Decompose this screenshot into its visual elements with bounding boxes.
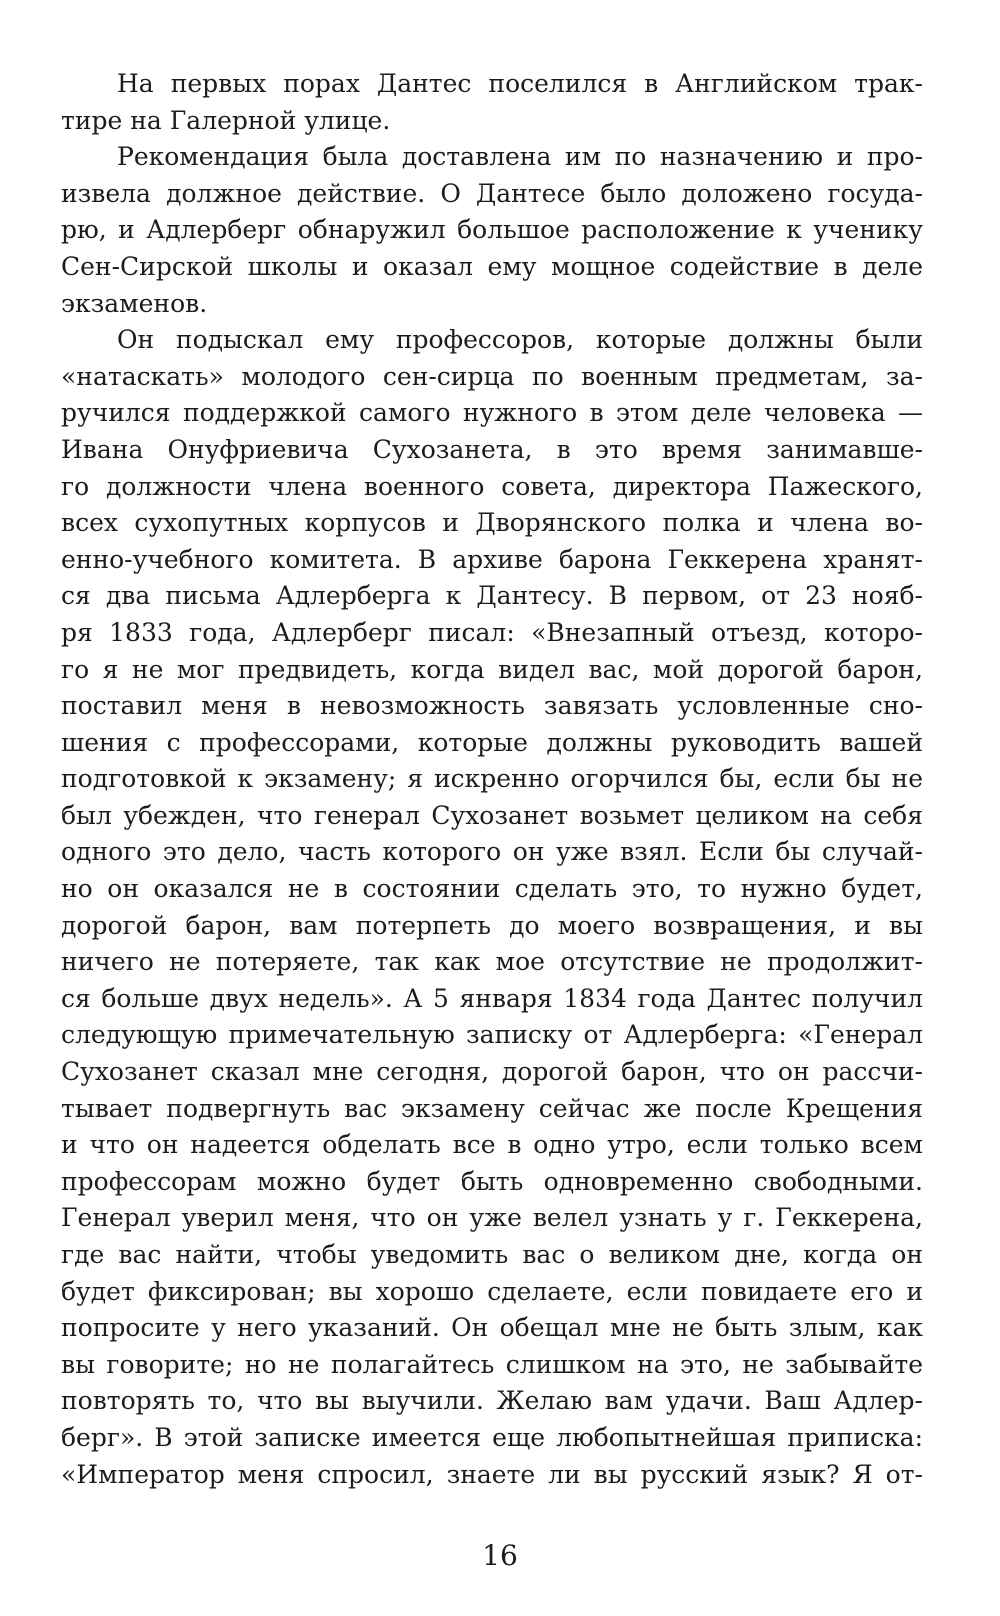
- text-line: шения с профессорами, которые должны руководить вашей: [61, 727, 923, 757]
- text-line: ничего не потеряете, так как мое отсутствие не продолжит-: [61, 947, 923, 977]
- text-line: берг». В этой записке имеется еще любопытнейшая приписка:: [61, 1422, 923, 1452]
- text-line: попросите у него указаний. Он обещал мне не быть злым, как: [61, 1313, 923, 1343]
- text-line: но он оказался не в состоянии сделать это, то нужно будет,: [61, 874, 923, 904]
- text-line: подготовкой к экзамену; я искренно огорчился бы, если бы не: [61, 764, 923, 794]
- text-line: енно-учебного комитета. В архиве барона Геккерена хранят-: [61, 544, 923, 574]
- text-line: рю, и Адлерберг обнаружил большое расположение к ученику: [61, 215, 923, 245]
- text-line: поставил меня в невозможность завязать условленные сно-: [61, 691, 923, 721]
- text-line: одного это дело, часть которого он уже взял. Если бы случай-: [61, 837, 923, 867]
- text-line: ся два письма Адлерберга к Дантесу. В первом, от 23 нояб-: [61, 581, 923, 611]
- text-line: тире на Галерной улице.: [61, 105, 391, 135]
- text-line: го я не мог предвидеть, когда видел вас, мой дорогой барон,: [61, 654, 923, 684]
- text-line: Рекомендация была доставлена им по назначению и про-: [117, 142, 923, 172]
- text-line: и что он надеется обделать все в одно утро, если только всем: [61, 1130, 923, 1160]
- text-line: извела должное действие. О Дантесе было доложено госуда-: [61, 178, 923, 208]
- text-line: тывает подвергнуть вас экзамену сейчас же после Крещения: [61, 1093, 923, 1123]
- text-line: повторять то, что вы выучили. Желаю вам удачи. Ваш Адлер-: [61, 1386, 923, 1416]
- text-line: всех сухопутных корпусов и Дворянского полка и члена во-: [61, 508, 923, 538]
- text-line: го должности члена военного совета, директора Пажеского,: [61, 471, 923, 501]
- text-line: ручился поддержкой самого нужного в этом деле человека —: [61, 398, 923, 428]
- text-line: Сухозанет сказал мне сегодня, дорогой барон, что он рассчи-: [61, 1057, 923, 1087]
- text-line: Сен-Сирской школы и оказал ему мощное содействие в деле: [61, 251, 923, 281]
- text-line: «Император меня спросил, знаете ли вы русский язык? Я от-: [61, 1459, 923, 1489]
- text-line: дорогой барон, вам потерпеть до моего возвращения, и вы: [61, 910, 923, 940]
- text-line: экзаменов.: [61, 288, 208, 318]
- text-line: будет фиксирован; вы хорошо сделаете, если повидаете его и: [61, 1276, 923, 1306]
- page-number: 16: [482, 1539, 518, 1572]
- text-line: «натаскать» молодого сен-сирца по военным предметам, за-: [61, 361, 923, 391]
- text-line: вы говорите; но не полагайтесь слишком на это, не забывайте: [61, 1349, 923, 1379]
- text-line: ря 1833 года, Адлерберг писал: «Внезапный отъезд, которо-: [61, 617, 923, 647]
- text-line: был убежден, что генерал Сухозанет возьмет целиком на себя: [61, 800, 923, 830]
- text-line: профессорам можно будет быть одновременно свободными.: [61, 1166, 923, 1196]
- text-line: На первых порах Дантес поселился в Английском трак-: [117, 69, 923, 98]
- text-line: где вас найти, чтобы уведомить вас о великом дне, когда он: [61, 1240, 923, 1269]
- text-line: Генерал уверил меня, что он уже велел узнать у г. Геккерена,: [61, 1203, 923, 1233]
- text-line: ся больше двух недель». А 5 января 1834 года Дантес получил: [61, 983, 923, 1013]
- text-body: [61, 66, 923, 1493]
- text-line: Он подыскал ему профессоров, которые должны были: [117, 325, 923, 355]
- text-line: Ивана Онуфриевича Сухозанета, в это время занимавше-: [61, 434, 923, 464]
- text-line: следующую примечательную записку от Адлерберга: «Генерал: [61, 1020, 923, 1050]
